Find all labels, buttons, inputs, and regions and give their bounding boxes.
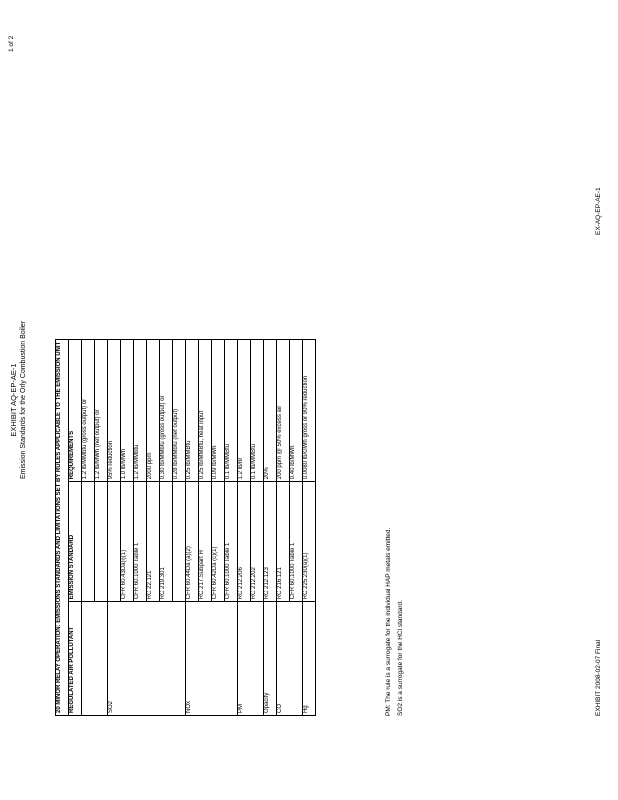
table-row [121, 339, 134, 715]
table-body [82, 339, 316, 715]
table-row [290, 339, 303, 715]
requirement-cell: 0.30 lb/MMbtu (gross output) or [160, 339, 173, 482]
requirement-cell: 0.25 lb/MMBtu [186, 339, 199, 482]
standard-cell [108, 482, 121, 602]
pollutant-cell [173, 602, 186, 716]
standard-cell: CFR 60.42Da (c)(1) [212, 482, 225, 602]
page-number: 1 of 2 [8, 35, 15, 52]
standard-cell: RC 225.230(a)(1) [303, 482, 316, 602]
table-row [108, 339, 121, 715]
table-row [303, 339, 316, 715]
pollutant-cell: Hg [303, 602, 316, 716]
footer-left: EXHIBIT 2008-02-07 Final [595, 639, 602, 716]
requirement-cell: 1.2 lb/hr [238, 339, 251, 482]
footer-right: EX-AQ-EP-AE-1 [595, 187, 602, 235]
column-header-standard: EMISSION STANDARD [69, 482, 82, 602]
requirement-cell: 200 ppm @ 50% excess air [277, 339, 290, 482]
standard-cell: RC 22.121 [147, 482, 160, 602]
requirement-cell: 0.28 lb/MMbtu (net output) [173, 339, 186, 482]
standard-cell: RC 212.202 [251, 482, 264, 602]
requirement-cell: 1.2 lb/MMbtu (gross output) or [82, 339, 95, 482]
standard-cell: RC 212.123 [264, 482, 277, 602]
pollutant-cell [199, 602, 212, 716]
pollutant-cell: SO2 [108, 602, 121, 716]
requirement-cell: 1.2 lb/MWh (net output) or [95, 339, 108, 482]
table-row [264, 339, 277, 715]
table-row [173, 339, 186, 715]
table-row [199, 339, 212, 715]
standard-cell: RC 216.121 [277, 482, 290, 602]
standard-cell [173, 482, 186, 602]
table-row [277, 339, 290, 715]
pollutant-cell [134, 602, 147, 716]
table-caption-row [56, 339, 69, 715]
requirement-cell: 95% reduction [108, 339, 121, 482]
table-row [160, 339, 173, 715]
standard-cell: RC 212.206 [238, 482, 251, 602]
pollutant-cell [121, 602, 134, 716]
pollutant-cell: CO [277, 602, 290, 716]
exhibit-title: EXHIBIT AQ-EP-AE-1 [9, 363, 18, 437]
standard-cell: CFR 60.1000 Table 1 [225, 482, 238, 602]
requirement-cell: 0.40 lb/MWh [290, 339, 303, 482]
requirement-cell: 0.1 lb/MMBtu [251, 339, 264, 482]
pollutant-cell [147, 602, 160, 716]
table-row [225, 339, 238, 715]
pollutant-cell [225, 602, 238, 716]
pollutant-cell: PM [238, 602, 251, 716]
pollutant-cell [212, 602, 225, 716]
table-row [238, 339, 251, 715]
table-row [82, 339, 95, 715]
standard-cell: CFR 60.1000 Table 1 [290, 482, 303, 602]
requirement-cell: 1.0 lb/MWh [121, 339, 134, 482]
table-row [134, 339, 147, 715]
emission-standards-table [55, 339, 316, 716]
column-header-pollutant: REGULATED AIR POLLUTANT [69, 602, 82, 716]
standard-cell: CFR 60.44Da (a)(2) [186, 482, 199, 602]
pollutant-cell [290, 602, 303, 716]
table-row [147, 339, 160, 715]
requirement-cell: 20% [264, 339, 277, 482]
footnote-pm: PM: The rule is a surrogate for the individual HAP metals emitted. [385, 527, 392, 716]
standard-cell: CFR 60.43Da(i)(1) [121, 482, 134, 602]
standard-cell: CFR 60.1000 Table 1 [134, 482, 147, 602]
table-row [186, 339, 199, 715]
table-caption: 20 MINOR RELAY OPERATION: EMISSIONS STANDARDS AND LIMITATIONS SET BY RULES APPLICABLE TO THE EMISSION UNIT [56, 339, 69, 715]
requirement-cell: 0.25 lb/MMBtu, heat input [199, 339, 212, 482]
standard-cell [82, 482, 95, 602]
pollutant-cell [82, 602, 95, 716]
pollutant-cell [251, 602, 264, 716]
standard-cell: RC 219.301 [160, 482, 173, 602]
column-header-requirements: REQUIREMENTS [69, 339, 82, 482]
requirement-cell: 0.1 lb/MMBtu [225, 339, 238, 482]
requirement-cell: 2000 ppm [147, 339, 160, 482]
pollutant-cell [160, 602, 173, 716]
table-header-row [69, 339, 82, 715]
pollutant-cell: Opacity [264, 602, 277, 716]
pollutant-cell [95, 602, 108, 716]
pollutant-cell: NOx [186, 602, 199, 716]
standard-cell: RC 217.Subpart H [199, 482, 212, 602]
requirement-cell: 1.2 lb/MMbtu [134, 339, 147, 482]
table-row [212, 339, 225, 715]
standard-cell [95, 482, 108, 602]
table-row [251, 339, 264, 715]
exhibit-subtitle: Emission Standards for the Orly Combustion Boiler [20, 321, 27, 479]
footnote-so2: SO2 is a surrogate for the HCl standard. [397, 600, 404, 716]
table-row [95, 339, 108, 715]
requirement-cell: 0.09 lb/MWh [212, 339, 225, 482]
requirement-cell: 0.0080 lb/GWh gross or 90% reduction [303, 339, 316, 482]
